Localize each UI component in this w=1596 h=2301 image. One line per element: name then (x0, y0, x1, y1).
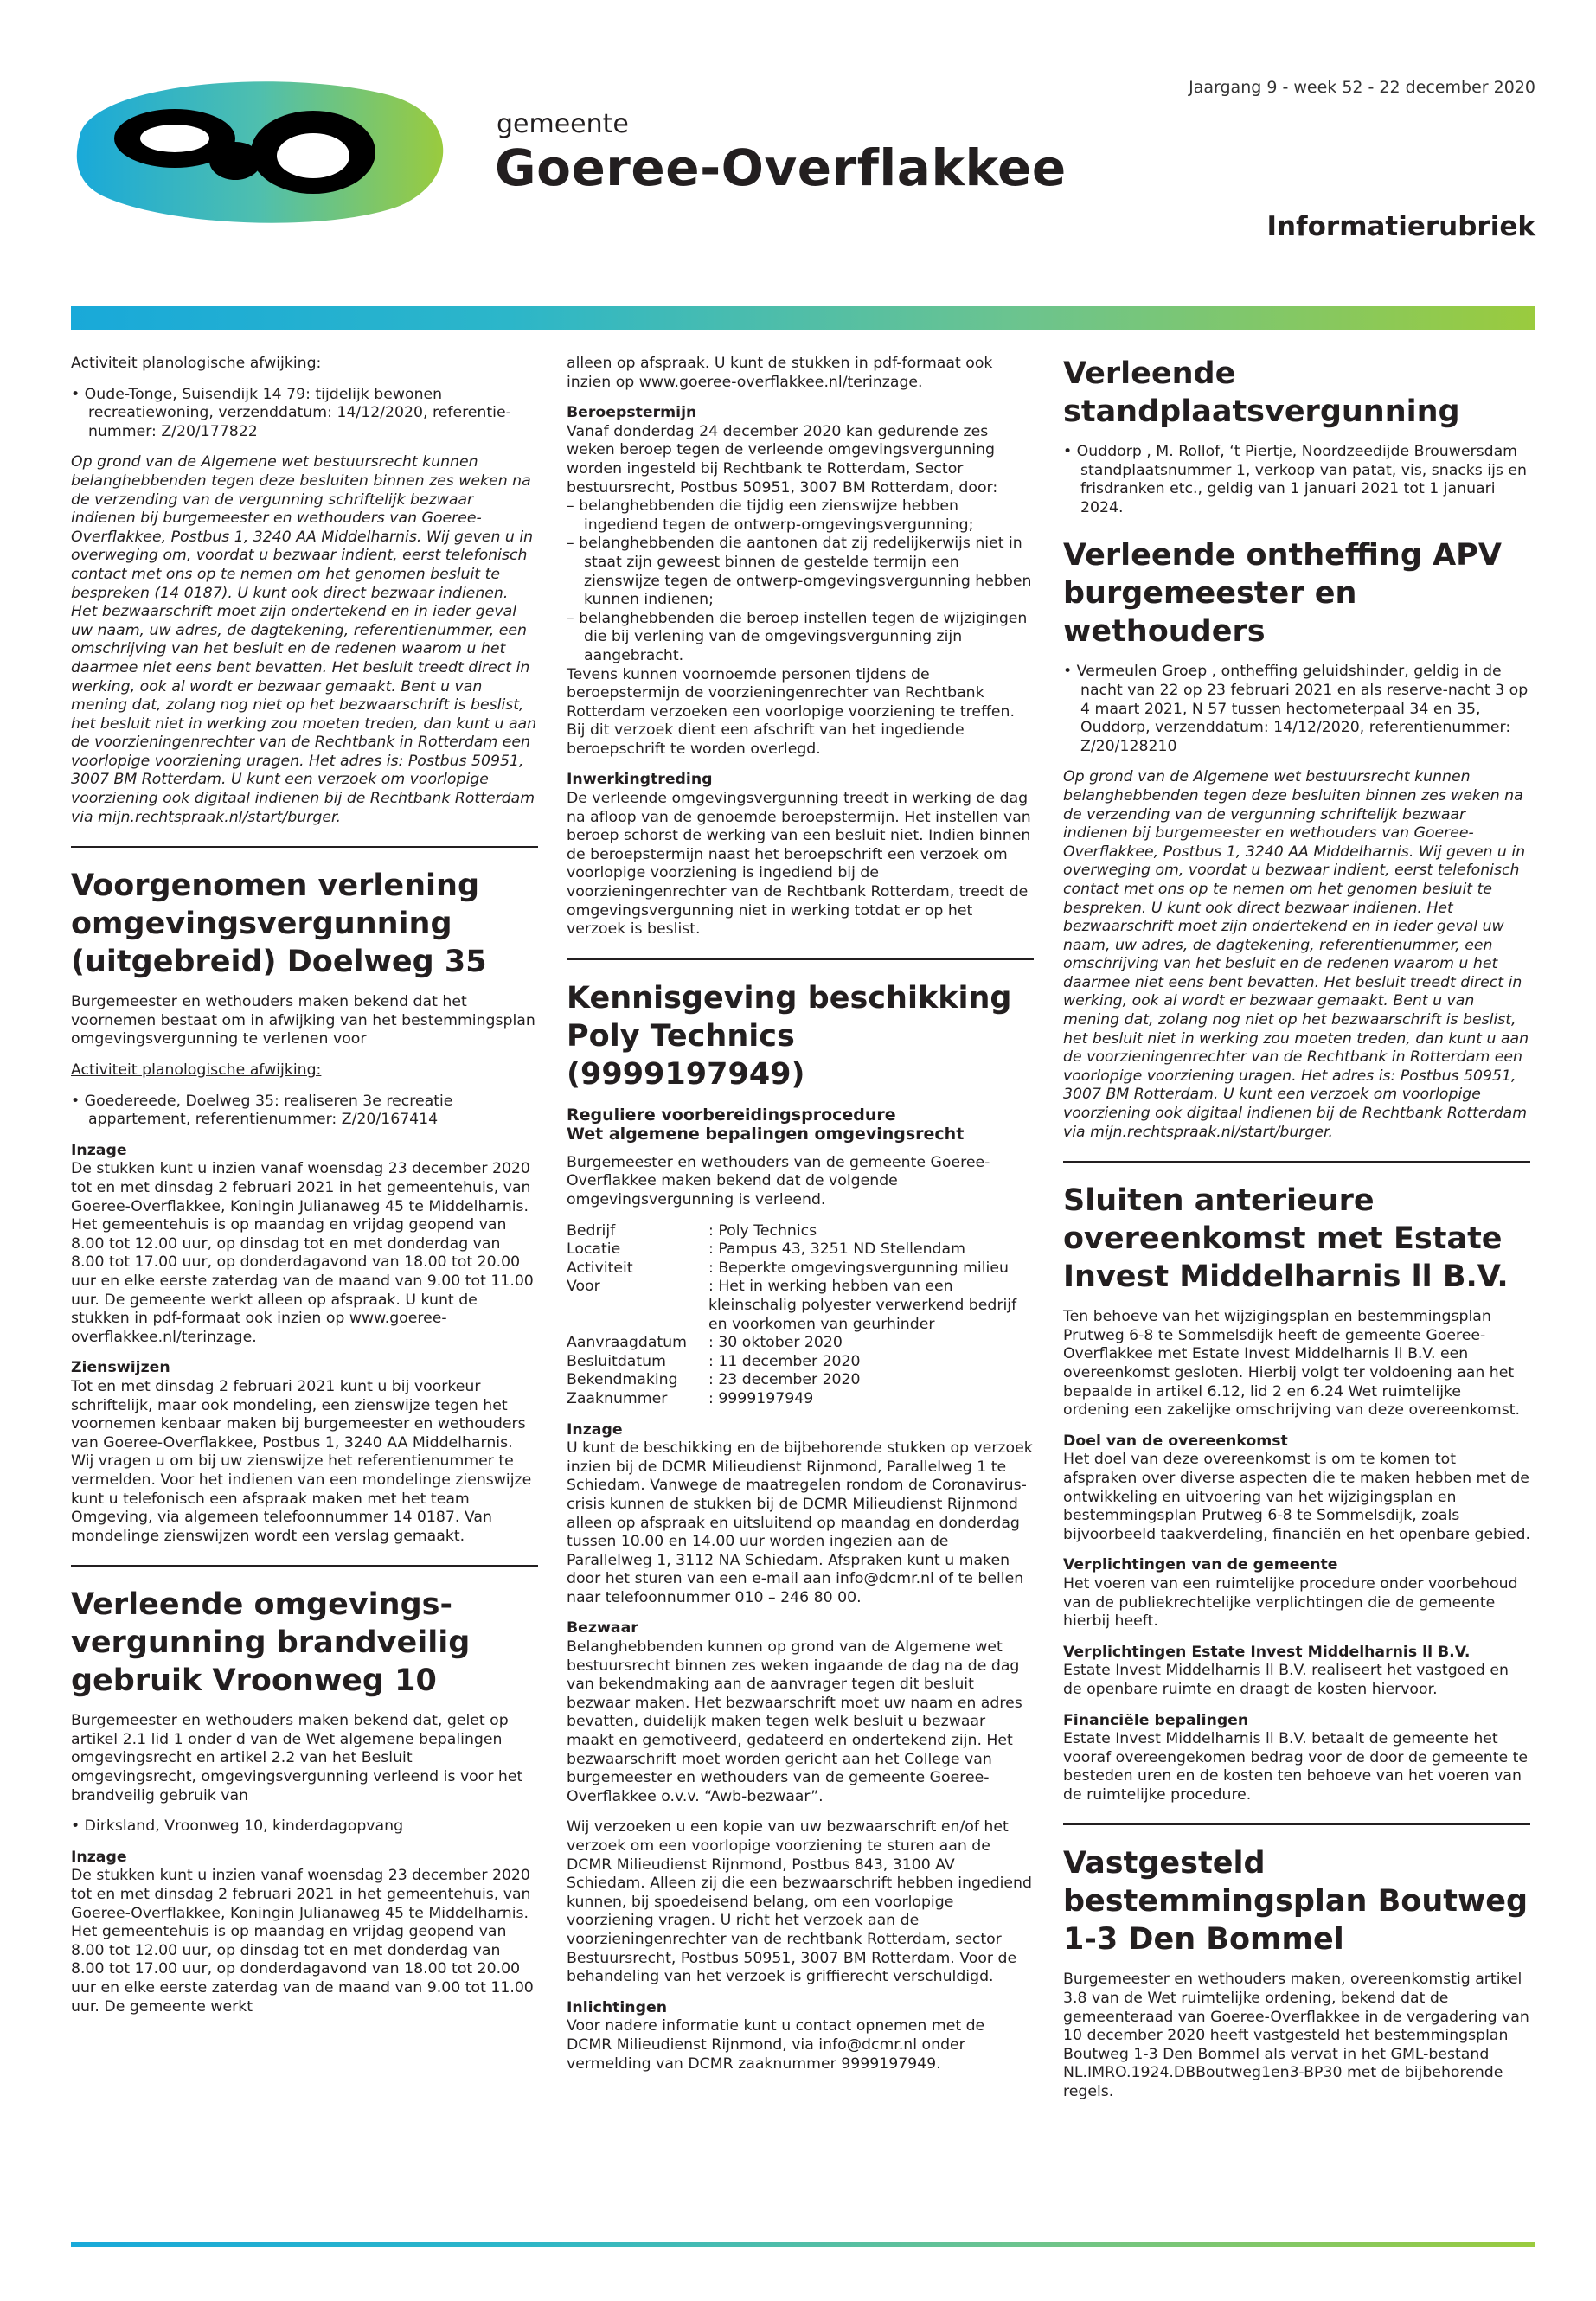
subheading: Zienswijzen (71, 1359, 170, 1377)
separator (1063, 1161, 1530, 1163)
footer-gradient-bar (71, 2242, 1535, 2247)
paragraph: Estate Invest Middelharnis ll B.V. realiseert het vastgoed en de openbare ruimte en draagt de kosten hiervoor. (1063, 1662, 1509, 1698)
column-3 (1063, 355, 1530, 2102)
heading-boutweg: Vastgesteld bestemmingsplan Boutweg 1-3 Den Bommel (1063, 1846, 1529, 1958)
subheading: Beroepstermijn (567, 404, 697, 422)
paragraph: U kunt de beschikking en de bijbehorende stukken op verzoek inzien bij de DCMR Milieudienst Rijnmond, Parallelweg 1 te Schiedam. Vanwege de maatregelen rondom de Coronavirus-crisis kunnen de stukken bij de DCMR Milieudienst Rijnmond alleen op afspraak en uitsluitend op maandag en donderdag tussen 10.00 en 14.00 uur worden ingezien aan de Parallelweg 1, 3112 NA Schiedam. Afspraken kunt u maken door het sturen van een e-mail aan info@dcmr.nl of te bellen naar telefoonnummer 010 – 246 80 00. (567, 1439, 1033, 1606)
separator (1063, 1823, 1530, 1825)
paragraph: De stukken kunt u inzien vanaf woensdag 23 december 2020 tot en met dinsdag 2 februari 2021 in het gemeentehuis, van Goeree-Overflakkee, Koningin Julianaweg 45 te Middelharnis. Het gemeentehuis is op maandag en vrijdag geopend van 8.00 tot 12.00 uur, op dinsdag tot en met donderdag van 8.00 tot 17.00 uur, op donderdagavond van 18.00 tot 20.00 uur en elke eerste zaterdag van de maand van 9.00 tot 11.00 uur. De gemeente werkt alleen op afspraak. U kunt de stukken in pdf-formaat ook inzien op www.goeree-overflakkee.nl/terinzage. (71, 1160, 534, 1346)
paragraph: Burgemeester en wethouders maken bekend dat, gelet op artikel 2.1 lid 1 onder d van de Wet algemene bepalingen omgevingsrecht en artikel 2.2 van het Besluit omgevingsrecht, omgevingsvergunning verleend is voor het brandveilig gebruik van (71, 1712, 523, 1804)
paragraph: De verleende omgevingsvergunning treedt in werking de dag na afloop van de genoemde beroepstermijn. Het instellen van beroep schorst de werking van een besluit niet. Indien binnen de beroepstermijn naast het beroepschrift een verzoek om voorlopige voorziening is ingediend bij de voorzieningenrechter van de Rechtbank Rotterdam, treedt de omgevingsvergunning niet in werking totdat er op het verzoek is beslist. (567, 790, 1031, 939)
subtitle-line: Reguliere voorbereidingsprocedure (567, 1105, 896, 1125)
table-value: : Poly Technics (708, 1221, 817, 1240)
paragraph: Ten behoeve van het wijzigingsplan en bestemmingsplan Prutweg 6-8 te Sommelsdijk heeft de gemeente Goeree-Overflakkee met Estate Invest Middelharnis ll B.V. een overeenkomst gesloten. Hierbij volgt ter voldoening aan het bepaalde in artikel 6.12, lid 2 en 6.24 Wet ruimtelijke ordening een zakelijke omschrijving van deze overeenkomst. (1063, 1308, 1520, 1420)
header-gradient-bar (71, 306, 1535, 330)
table-value: : Pampus 43, 3251 ND Stellendam (708, 1240, 965, 1259)
table-key: Bedrijf (567, 1221, 616, 1240)
legal-notice: Op grond van de Algemene wet bestuursrecht kunnen belanghebbenden tegen deze besluiten binnen zes weken na de verzending van de vergunning schriftelijk bezwaar indienen bij burgemeester en wethouders van Goeree-Overflakkee, Postbus 1, 3240 AA Middelharnis. Wij geven u in overweging om, voordat u bezwaar indient, eerst telefonisch contact met ons op te nemen om het genomen besluit te bespreken. U kunt ook direct bezwaar indienen. Het bezwaarschrift moet zijn ondertekend en in ieder geval uw naam, uw adres, de dagtekening, referentienummer, een omschrijving van het besluit en de redenen waarom u het daarmee niet eens bent bevatten. Het besluit treedt direct in werking, ook al wordt er bezwaar gemaakt. Bent u van mening dat, zolang nog niet op het bezwaarschrift is beslist, het besluit niet in werking zou moeten treden, dan kunt u aan de voorzieningenrechter van de Rechtbank in Rotterdam een voorlopige voorziening uragen. Het adres is: Postbus 50951, 3007 BM Rotterdam. U kunt een verzoek om voorlopige voorziening ook digitaal indienen bij de Rechtbank Rotterdam via mijn.rechtspraak.nl/start/burger. (1063, 768, 1529, 1141)
subheading: Inlichtingen (567, 1998, 668, 2016)
table-key: Bekendmaking (567, 1371, 678, 1389)
paragraph: Estate Invest Middelharnis ll B.V. betaalt de gemeente het vooraf overeengekomen bedrag voor de door de gemeente te besteden uren en de kosten ten behoeve van het voeren van de ruimtelijke procedure. (1063, 1730, 1529, 1804)
paragraph: Burgemeester en wethouders maken bekend dat het voornemen bestaat om in afwijking van het bestemmingsplan omgevingsvergunning te verlenen voor (71, 993, 535, 1048)
subheading: Inzage (567, 1420, 623, 1439)
subtitle (567, 1106, 1034, 1144)
subtitle-line: Wet algemene bepalingen omgevingsrecht (567, 1124, 965, 1144)
table-key: Locatie (567, 1240, 621, 1259)
list-item: • Oude-Tonge, Suisendijk 14 79: tijdelijk bewonen recreatiewoning, verzenddatum: 14/12/2020, referentie-nummer: Z/20/177822 (71, 385, 511, 440)
subheading: Bezwaar (567, 1619, 638, 1638)
issue-info: Jaargang 9 - week 52 - 22 december 2020 (1189, 78, 1535, 97)
paragraph: alleen op afspraak. U kunt de stukken in pdf-formaat ook inzien op www.goeree-overflakkee.nl/terinzage. (567, 355, 993, 391)
list-item: • Goedereede, Doelweg 35: realiseren 3e recreatie appartement, referentienummer: Z/20/167414 (71, 1092, 453, 1129)
list-item: – belanghebbenden die aantonen dat zij redelijkerwijs niet in staat zijn geweest binnen de gestelde termijn een zienswijze tegen de ontwerp-omgevingsvergunning hebben kunnen indienen; (567, 535, 1032, 609)
paragraph: Burgemeester en wethouders van de gemeente Goeree-Overflakkee maken bekend dat de volgende omgevingsvergunning is verleend. (567, 1153, 990, 1208)
heading-doelweg: Voorgenomen verlening omgevingsvergunning (uitgebreid) Doelweg 35 (71, 868, 487, 980)
table-value: : Het in werking hebben van een kleinschalig polyester verwerkend bedrijf en voorkomen van geurhinder (708, 1278, 1017, 1333)
table-key: Aanvraagdatum (567, 1334, 687, 1352)
table-key: Besluitdatum (567, 1352, 666, 1370)
brand-small: gemeente (497, 109, 629, 139)
legal-notice: Op grond van de Algemene wet bestuursrecht kunnen belanghebbenden tegen deze besluiten binnen zes weken na de verzending van de vergunning schriftelijk bezwaar indienen bij burgemeester en wethouders van Goeree-Overflakkee, Postbus 1, 3240 AA Middelharnis. Wij geven u in overweging om, voordat u bezwaar indient, eerst telefonisch contact met ons op te nemen om het genomen besluit te bespreken (14 0187). U kunt ook direct bezwaar indienen. Het bezwaarschrift moet zijn ondertekend en in ieder geval uw naam, uw adres, de dagtekening, referentienummer, een omschrijving van het besluit en de redenen waarom u het daarmee niet eens bent bevatten. Het besluit treedt direct in werking, ook al wordt er bezwaar gemaakt. Bent u van mening dat, zolang nog niet op het bezwaarschrift is beslist, het besluit niet in werking zou moeten treden, dan kunt u aan de voorzieningenrechter van de Rechtbank in Rotterdam een voorlopige voorziening uragen. Het adres is: Postbus 50951, 3007 BM Rotterdam. U kunt een verzoek om voorlopige voorziening ook digitaal indienen bij de Rechtbank Rotterdam via mijn.rechtspraak.nl/start/burger. (71, 453, 537, 826)
paragraph: De stukken kunt u inzien vanaf woensdag 23 december 2020 tot en met dinsdag 2 februari 2021 in het gemeentehuis, van Goeree-Overflakkee, Koningin Julianaweg 45 te Middelharnis. Het gemeentehuis is op maandag en vrijdag geopend van 8.00 tot 12.00 uur, op dinsdag tot en met donderdag van 8.00 tot 17.00 uur, op donderdagavond van 18.00 tot 20.00 uur en elke eerste zaterdag van de maand van 9.00 tot 11.00 uur. De gemeente werkt (71, 1867, 534, 2016)
list-item: • Vermeulen Groep , ontheffing geluidshinder, geldig in de nacht van 22 op 23 februari 2021 en als reserve-nacht 3 op 4 maart 2021, N 57 tussen hectometerpaal 34 en 35, Ouddorp, verzenddatum: 14/12/2020, referentienummer: Z/20/128210 (1063, 663, 1529, 755)
subheading: Inwerkingtreding (567, 771, 713, 789)
paragraph: Tevens kunnen voornoemde personen tijdens de beroepstermijn de voorzieningenrechter van Rechtbank Rotterdam verzoeken een voorlopige voorziening te treffen. Bij dit verzoek dient een afschrift van het ingediende beroepschrift te worden overlegd. (567, 665, 1015, 758)
list-item: • Ouddorp , M. Rollof, ‘t Piertje, Noordzeedijde Brouwersdam standplaatsnummer 1, verkoop van patat, vis, snacks ijs en frisdranken etc., geldig van 1 januari 2021 tot 1 januari 2024. (1063, 443, 1527, 516)
column-2 (567, 355, 1034, 2073)
separator (567, 958, 1034, 960)
gemeente-logo (71, 76, 452, 223)
subheading: Doel van de overeenkomst (1063, 1432, 1288, 1450)
table-value: : Beperkte omgevingsvergunning milieu (708, 1259, 1009, 1277)
table-value: : 23 december 2020 (708, 1371, 861, 1389)
column-1 (71, 355, 538, 2016)
paragraph: Voor nadere informatie kunt u contact opnemen met de DCMR Milieudienst Rijnmond, via info@dcmr.nl onder vermelding van DCMR zaaknummer 9999197949. (567, 2017, 985, 2073)
subheading: Inzage (71, 1141, 127, 1159)
table-key: Activiteit (567, 1259, 633, 1277)
table-key: Voor (567, 1278, 600, 1296)
paragraph: Wij verzoeken u een kopie van uw bezwaarschrift en/of het verzoek om een voorlopige voorziening te sturen aan de DCMR Milieudienst Rijnmond, Postbus 843, 3100 AV Schiedam. Alleen zij die een bezwaarschrift hebben ingediend kunnen, bij spoedeisend belang, om een voorlopige voorziening vragen. U richt het verzoek aan de voorzieningenrechter van de rechtbank Rotterdam, sector Bestuursrecht, Postbus 50951, 3007 BM Rotterdam. Voor de behandeling van het verzoek is griffierecht verschuldigd. (567, 1818, 1032, 1986)
heading-standplaats: Verleende standplaatsvergunning (1063, 356, 1460, 429)
brand-title: Goeree-Overflakkee (495, 138, 1067, 197)
list-item: – belanghebbenden die tijdig een zienswijze hebben ingediend tegen de ontwerp-omgevingsvergunning; (567, 497, 974, 534)
paragraph: Tot en met dinsdag 2 februari 2021 kunt u bij voorkeur schriftelijk, maar ook mondeling, een zienswijze tegen het voornemen kenbaar maken bij burgemeester en wethouders van Goeree-Overflakkee, Postbus 1, 3240 AA Middelharnis. Wij vragen u om bij uw zienswijze het referentienummer te vermelden. Voor het indienen van een mondelinge zienswijze kunt u telefonisch een afspraak maken met het team Omgeving, via algemeen telefoonnummer 14 0187. Van mondelinge zienswijzen wordt een verslag gemaakt. (71, 1377, 532, 1545)
separator (71, 846, 538, 848)
heading-estate-invest: Sluiten anterieure overeenkomst met Estate Invest Middelharnis ll B.V. (1063, 1183, 1509, 1295)
paragraph: Het voeren van een ruimtelijke procedure onder voorbehoud van de publiekrechtelijke verplichtingen die de gemeente hierbij heeft. (1063, 1574, 1518, 1631)
table-value: : 30 oktober 2020 (708, 1334, 843, 1352)
table-value: : 11 december 2020 (708, 1352, 861, 1370)
paragraph: Het doel van deze overeenkomst is om te komen tot afspraken over diverse aspecten die te maken hebben met de ontwikkeling en uitvoering van het wijzigingsplan en bestemmingsplan Prutweg 6-8 te Sommelsdijk, zoals bijvoorbeeld taakverdeling, financiën en het openbare gebied. (1063, 1451, 1530, 1543)
paragraph: Belanghebbenden kunnen op grond van de Algemene wet bestuursrecht binnen zes weken ingaande de dag na de dag van bekendmaking aan de aanvrager tegen dit besluit bezwaar maken. Het bezwaarschrift moet uw naam en adres bevatten, duidelijk maken tegen welk besluit u bezwaar maakt en gemotiveerd, gedateerd en ondertekend zijn. Het bezwaarschrift moet worden gericht aan het College van burgemeester en wethouders van de gemeente Goeree-Overflakkee o.v.v. “Awb-bezwaar”. (567, 1638, 1022, 1805)
details-table (567, 1222, 1034, 1409)
section-label: Informatierubriek (1266, 211, 1535, 242)
activity-label: Activiteit planologische afwijking: (71, 355, 322, 372)
subheading: Financiële bepalingen (1063, 1711, 1249, 1729)
paragraph: Vanaf donderdag 24 december 2020 kan gedurende zes weken beroep tegen de verleende omgevingsvergunning worden ingesteld bij Rechtbank te Rotterdam, Sector bestuursrecht, Postbus 50951, 3007 BM Rotterdam, door: (567, 422, 998, 497)
heading-vroonweg: Verleende omgevings-vergunning brandveilig gebruik Vroonweg 10 (71, 1587, 471, 1699)
table-value: : 9999197949 (708, 1389, 814, 1407)
table-key: Zaaknummer (567, 1389, 668, 1407)
activity-label: Activiteit planologische afwijking: (71, 1061, 322, 1080)
list-item: – belanghebbenden die beroep instellen tegen de wijzigingen die bij verlening van de omgevingsvergunning zijn aangebracht. (567, 609, 1028, 664)
list-item: • Dirksland, Vroonweg 10, kinderdagopvang (71, 1817, 404, 1836)
heading-apv: Verleende ontheffing APV burgemeester en wethouders (1063, 538, 1502, 650)
subheading: Verplichtingen van de gemeente (1063, 1556, 1338, 1574)
subheading: Verplichtingen Estate Invest Middelharnis ll B.V. (1063, 1643, 1471, 1661)
paragraph: Burgemeester en wethouders maken, overeenkomstig artikel 3.8 van de Wet ruimtelijke ordening, bekend dat de gemeenteraad van Goeree-Overflakkee in de vergadering van 10 december 2020 heeft vastgesteld het bestemmingsplan Boutweg 1-3 Den Bommel als vervat in het GML-bestand NL.IMRO.1924.DBBoutweg1en3-BP30 met de bijbehorende regels. (1063, 1971, 1529, 2101)
separator (71, 1565, 538, 1567)
subheading: Inzage (71, 1848, 127, 1866)
heading-poly-technics: Kennisgeving beschikking Poly Technics (9999197949) (567, 980, 1012, 1092)
